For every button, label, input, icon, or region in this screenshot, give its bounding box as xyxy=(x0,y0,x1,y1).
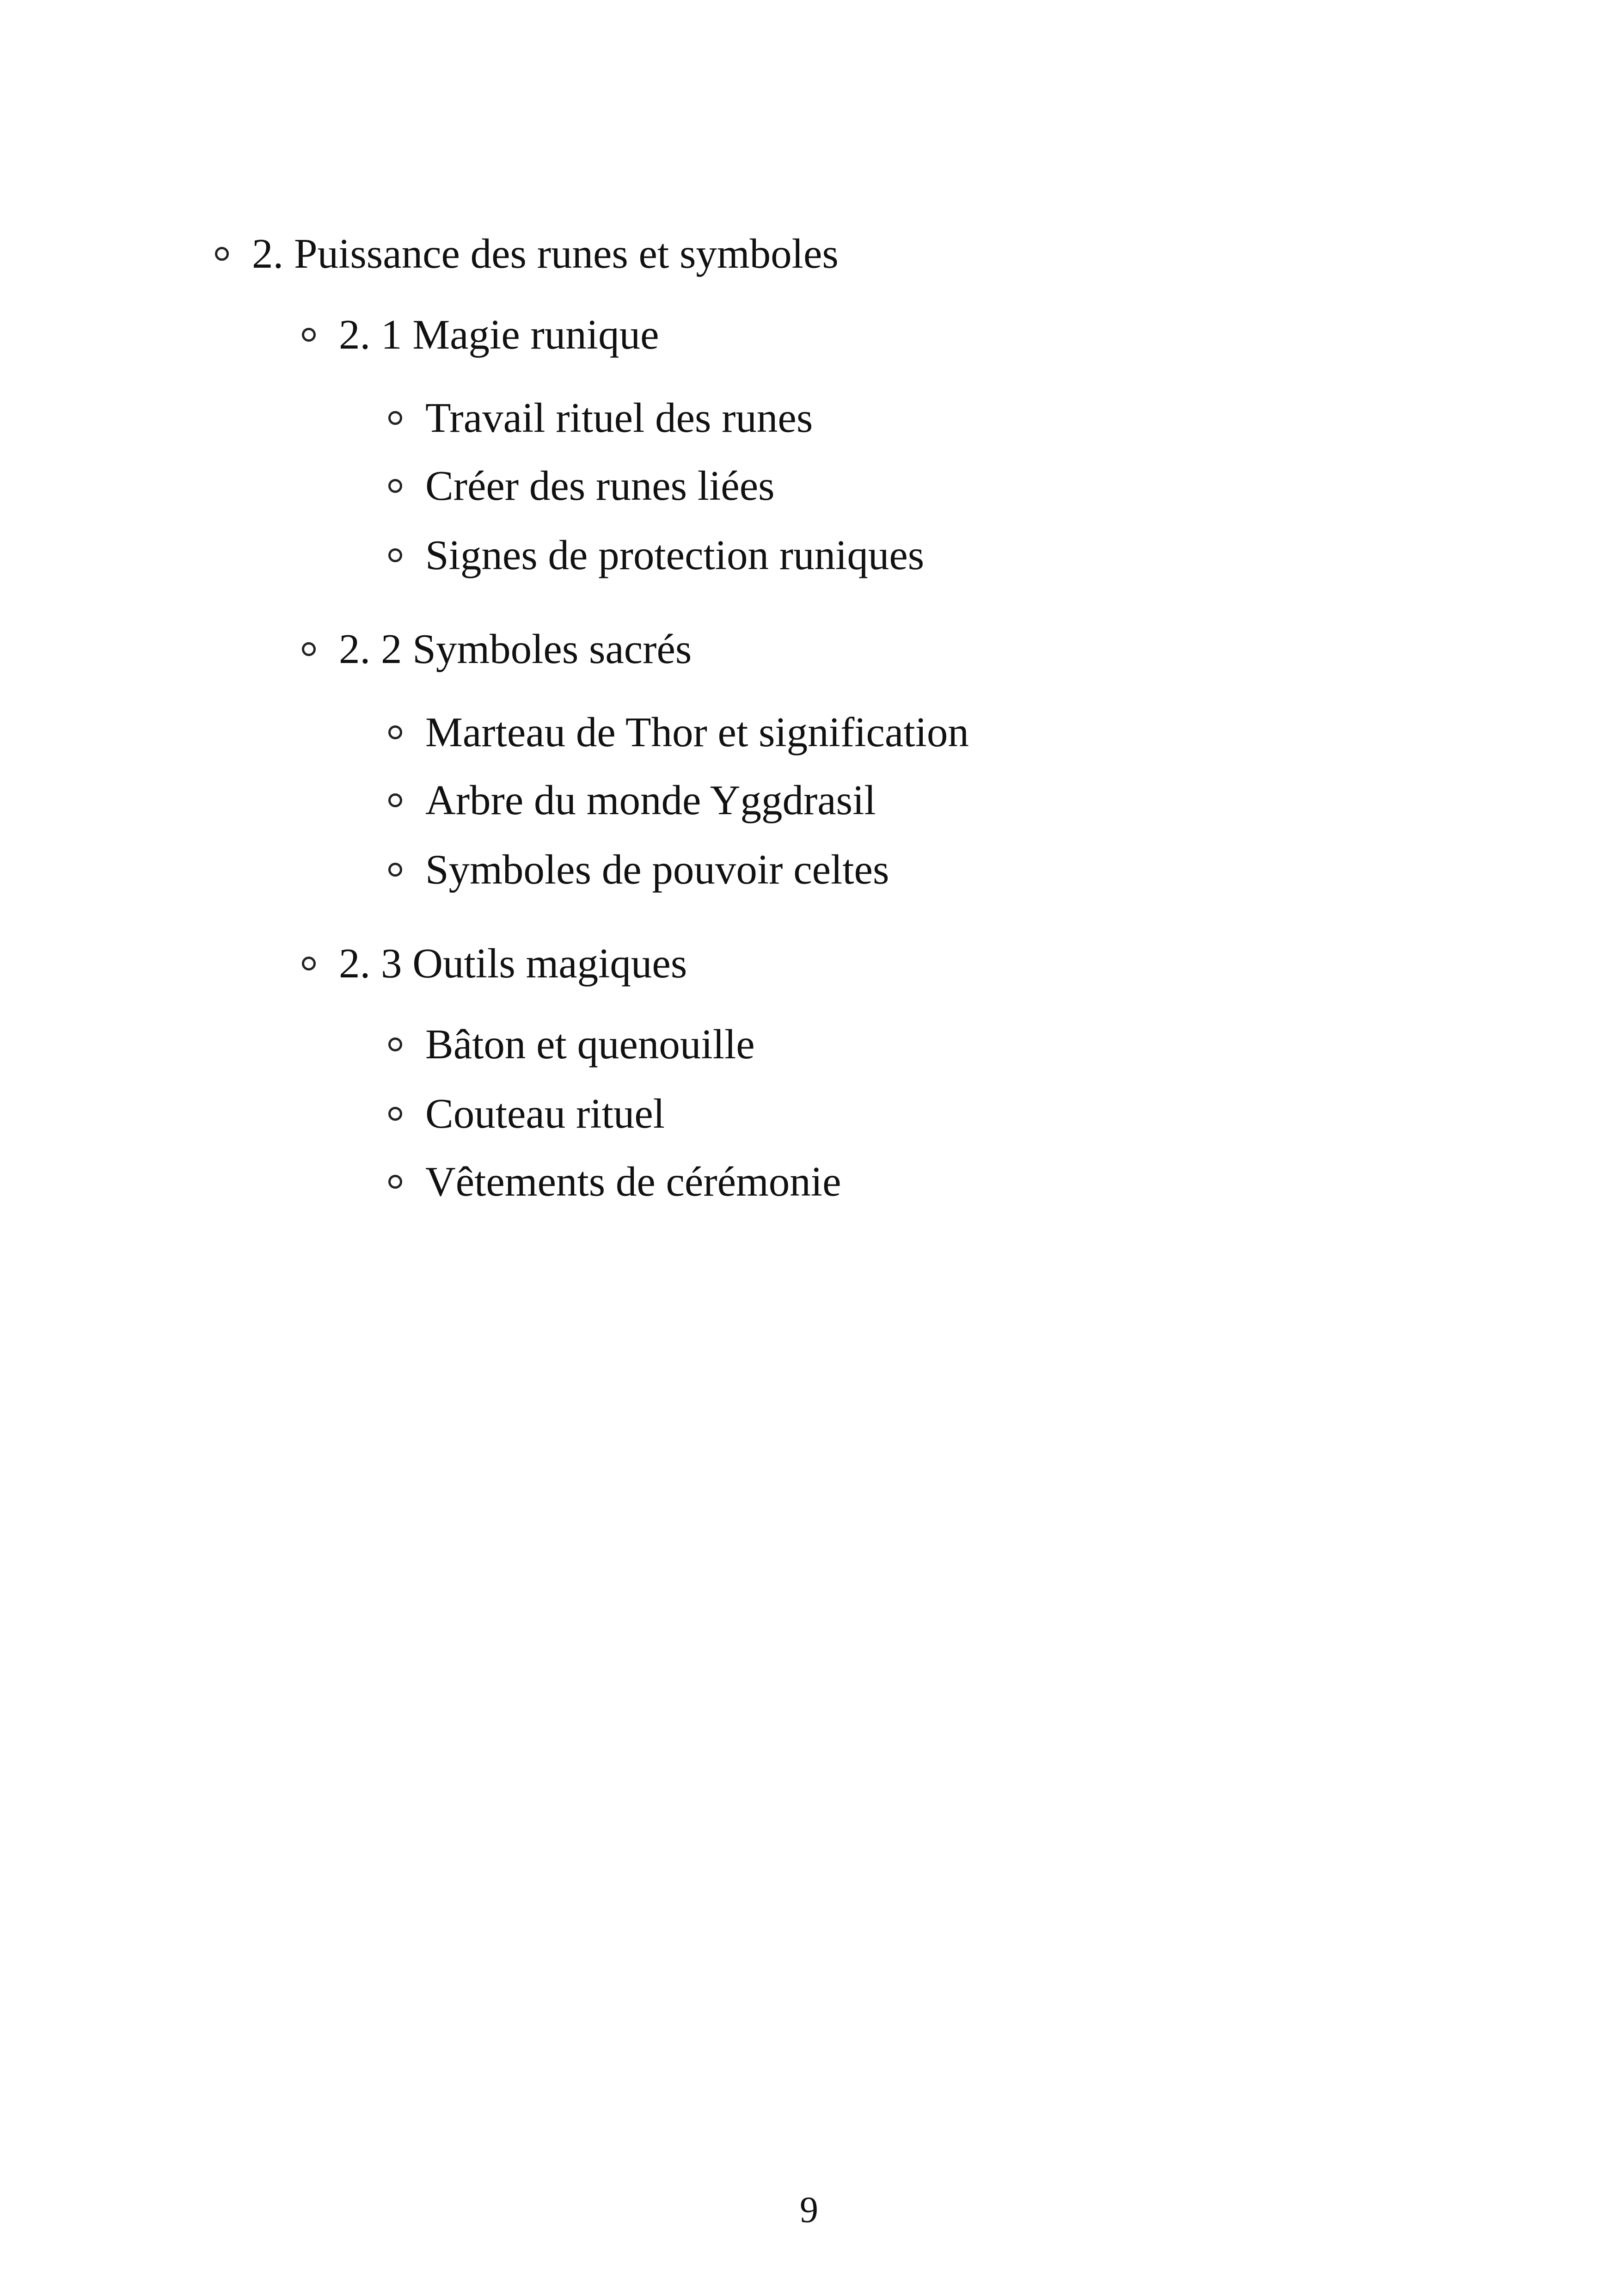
circle-bullet-icon xyxy=(388,548,402,562)
outline-item xyxy=(388,846,889,893)
circle-bullet-icon xyxy=(388,411,402,425)
circle-bullet-icon xyxy=(388,1107,402,1121)
outline-item xyxy=(388,779,876,821)
outline-item xyxy=(388,1160,841,1203)
circle-bullet-icon xyxy=(302,328,316,342)
outline-item-text: Travail rituel des runes xyxy=(425,394,813,441)
circle-bullet-icon xyxy=(388,479,402,493)
outline-item xyxy=(388,462,775,509)
outline-item xyxy=(388,711,969,753)
outline-subsection-2-2 xyxy=(302,628,692,670)
outline-item-text: Arbre du monde Yggdrasil xyxy=(425,777,876,823)
circle-bullet-icon xyxy=(388,725,402,739)
outline-item-text: Couteau rituel xyxy=(425,1090,665,1137)
circle-bullet-icon xyxy=(388,863,402,877)
circle-bullet-icon xyxy=(388,1037,402,1051)
outline-item-text: Créer des runes liées xyxy=(425,462,775,509)
circle-bullet-icon xyxy=(215,247,229,261)
circle-bullet-icon xyxy=(388,1175,402,1189)
outline-subsection-2-3 xyxy=(302,940,687,987)
circle-bullet-icon xyxy=(302,957,316,970)
circle-bullet-icon xyxy=(388,793,402,807)
outline-item-text: Bâton et quenouille xyxy=(425,1021,755,1068)
page-number: 9 xyxy=(800,2190,818,2230)
outline-item xyxy=(388,1090,665,1137)
circle-bullet-icon xyxy=(302,642,316,656)
outline-item-text: Marteau de Thor et signification xyxy=(425,709,969,755)
section-title: 2. Puissance des runes et symboles xyxy=(252,230,839,277)
outline-item xyxy=(388,534,924,576)
outline-item xyxy=(388,1021,755,1068)
outline-item-text: Vêtements de cérémonie xyxy=(425,1158,841,1205)
outline-item xyxy=(388,394,813,441)
outline-item-text: Signes de protection runiques xyxy=(425,532,925,578)
subsection-title: 2. 1 Magie runique xyxy=(339,311,659,358)
outline-item-text: Symboles de pouvoir celtes xyxy=(425,846,889,893)
outline-subsection-2-1 xyxy=(302,313,659,356)
subsection-title: 2. 3 Outils magiques xyxy=(339,940,687,987)
subsection-title: 2. 2 Symboles sacrés xyxy=(339,626,692,672)
outline-section-2 xyxy=(215,230,839,277)
